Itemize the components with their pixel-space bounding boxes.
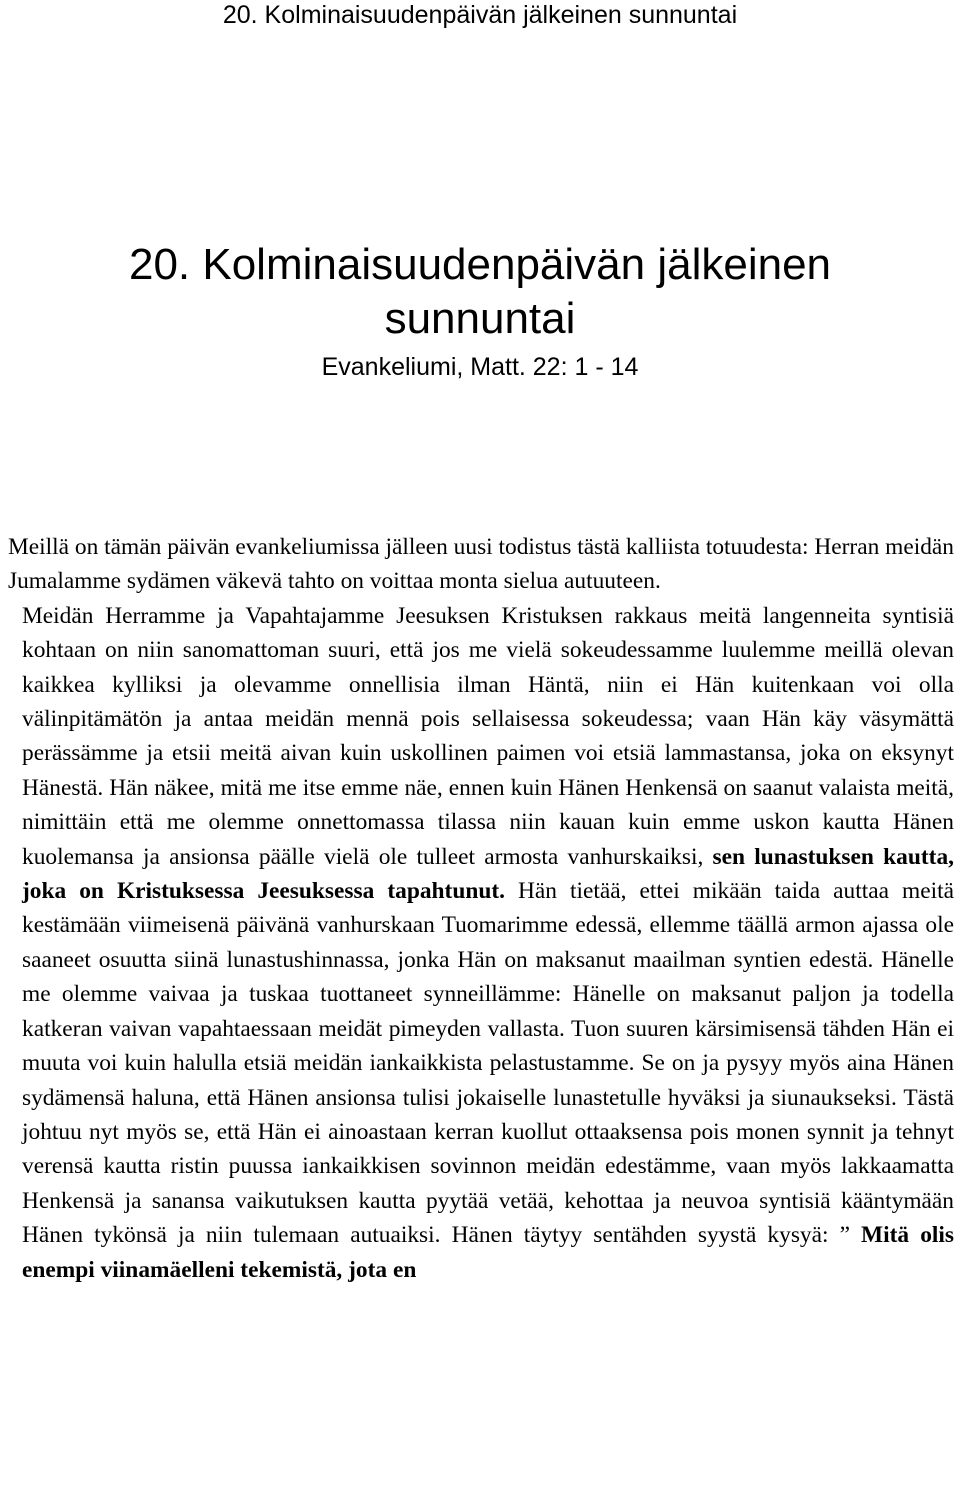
paragraph-1: Meillä on tämän päivän evankeliumissa jälleen uusi todistus tästä kalliista totuudesta: Herran meidän Jumalamme sydämen väkevä tahto on voittaa monta sielua autuuteen. <box>8 534 954 595</box>
page-title-line2: sunnuntai <box>384 294 576 343</box>
page-title <box>0 238 960 346</box>
paragraph-2-bold-2: Mitä olis enempi viinamäelleni tekemistä, jota en <box>22 1222 954 1283</box>
page-title-line1: 20. Kolminaisuudenpäivän jälkeinen <box>128 240 832 289</box>
paragraph-2-text-a: Meidän Herramme ja Vapahtajamme Jeesuksen Kristuksen rakkaus meitä langenneita syntisiä kohtaan on niin sanomattoman suuri, että jos me vielä sokeudessamme luulemme meillä olevan kaikkea kylliksi ja olevamme onnellisia ilman Häntä, niin ei Hän kuitenkaan voi olla välinpitämätön ja antaa meidän mennä pois sellaisessa sokeudessa; vaan Hän käy väsymättä perässämme ja etsii meitä aivan kuin uskollinen paimen voi etsiä lammastansa, joka on eksynyt Hänestä. Hän näkee, mitä me itse emme näe, ennen kuin Hänen Henkensä on saanut valaista meitä, nimittäin että me olemme onnettomassa tilassa niin kauan kuin emme uskon kautta Hänen kuolemansa ja ansionsa päälle vielä ole tulleet armosta vanhurskaiksi, <box>22 602 954 870</box>
running-header: 20. Kolminaisuudenpäivän jälkeinen sunnuntai <box>222 1 738 29</box>
scripture-reference: Evankeliumi, Matt. 22: 1 - 14 <box>321 353 639 381</box>
paragraph-2-bold-1: sen lunastuksen kautta, joka on Kristuksessa Jeesuksessa tapahtunut. <box>22 843 954 905</box>
paragraph-2 <box>8 599 954 1287</box>
paragraph-2-text-b: Hän tietää, ettei mikään taida auttaa meitä kestämään viimeisenä päivänä vanhurskaan Tuomarimme edessä, ellemme täällä armon ajassa ole saaneet osuutta siinä lunastushinnassa, jonka Hän on maksanut maailman syntien edestä. Hänelle me olemme vaivaa ja tuskaa tuottaneet synneillämme: Hänelle on maksanut paljon ja todella katkeran vaivan vapahtaessaan meidät pimeyden vallasta. Tuon suuren kärsimisensä tähden Hän ei muuta voi kuin halulla etsiä meidän iankaikkista pelastustamme. Se on ja pysyy myös aina Hänen sydämensä haluna, että Hänen ansionsa tulisi jokaiselle lunastetulle hyväksi ja siunaukseksi. Tästä johtuu nyt myös se, että Hän ei ainoastaan kerran kuollut ottaaksensa pois monen synnit ja tehnyt verensä kautta ristin puussa iankaikkisen sovinnon meidän edestämme, vaan myös lakkaamatta Henkensä ja sanansa vaikutuksen kautta pyytää vetää, kehottaa ja neuvoa syntisiä kääntymään Hänen tykönsä ja niin tulemaan autuaiksi. Hänen täytyy sentähden syystä kysyä: ” <box>22 878 954 1249</box>
body-text <box>8 530 954 1287</box>
